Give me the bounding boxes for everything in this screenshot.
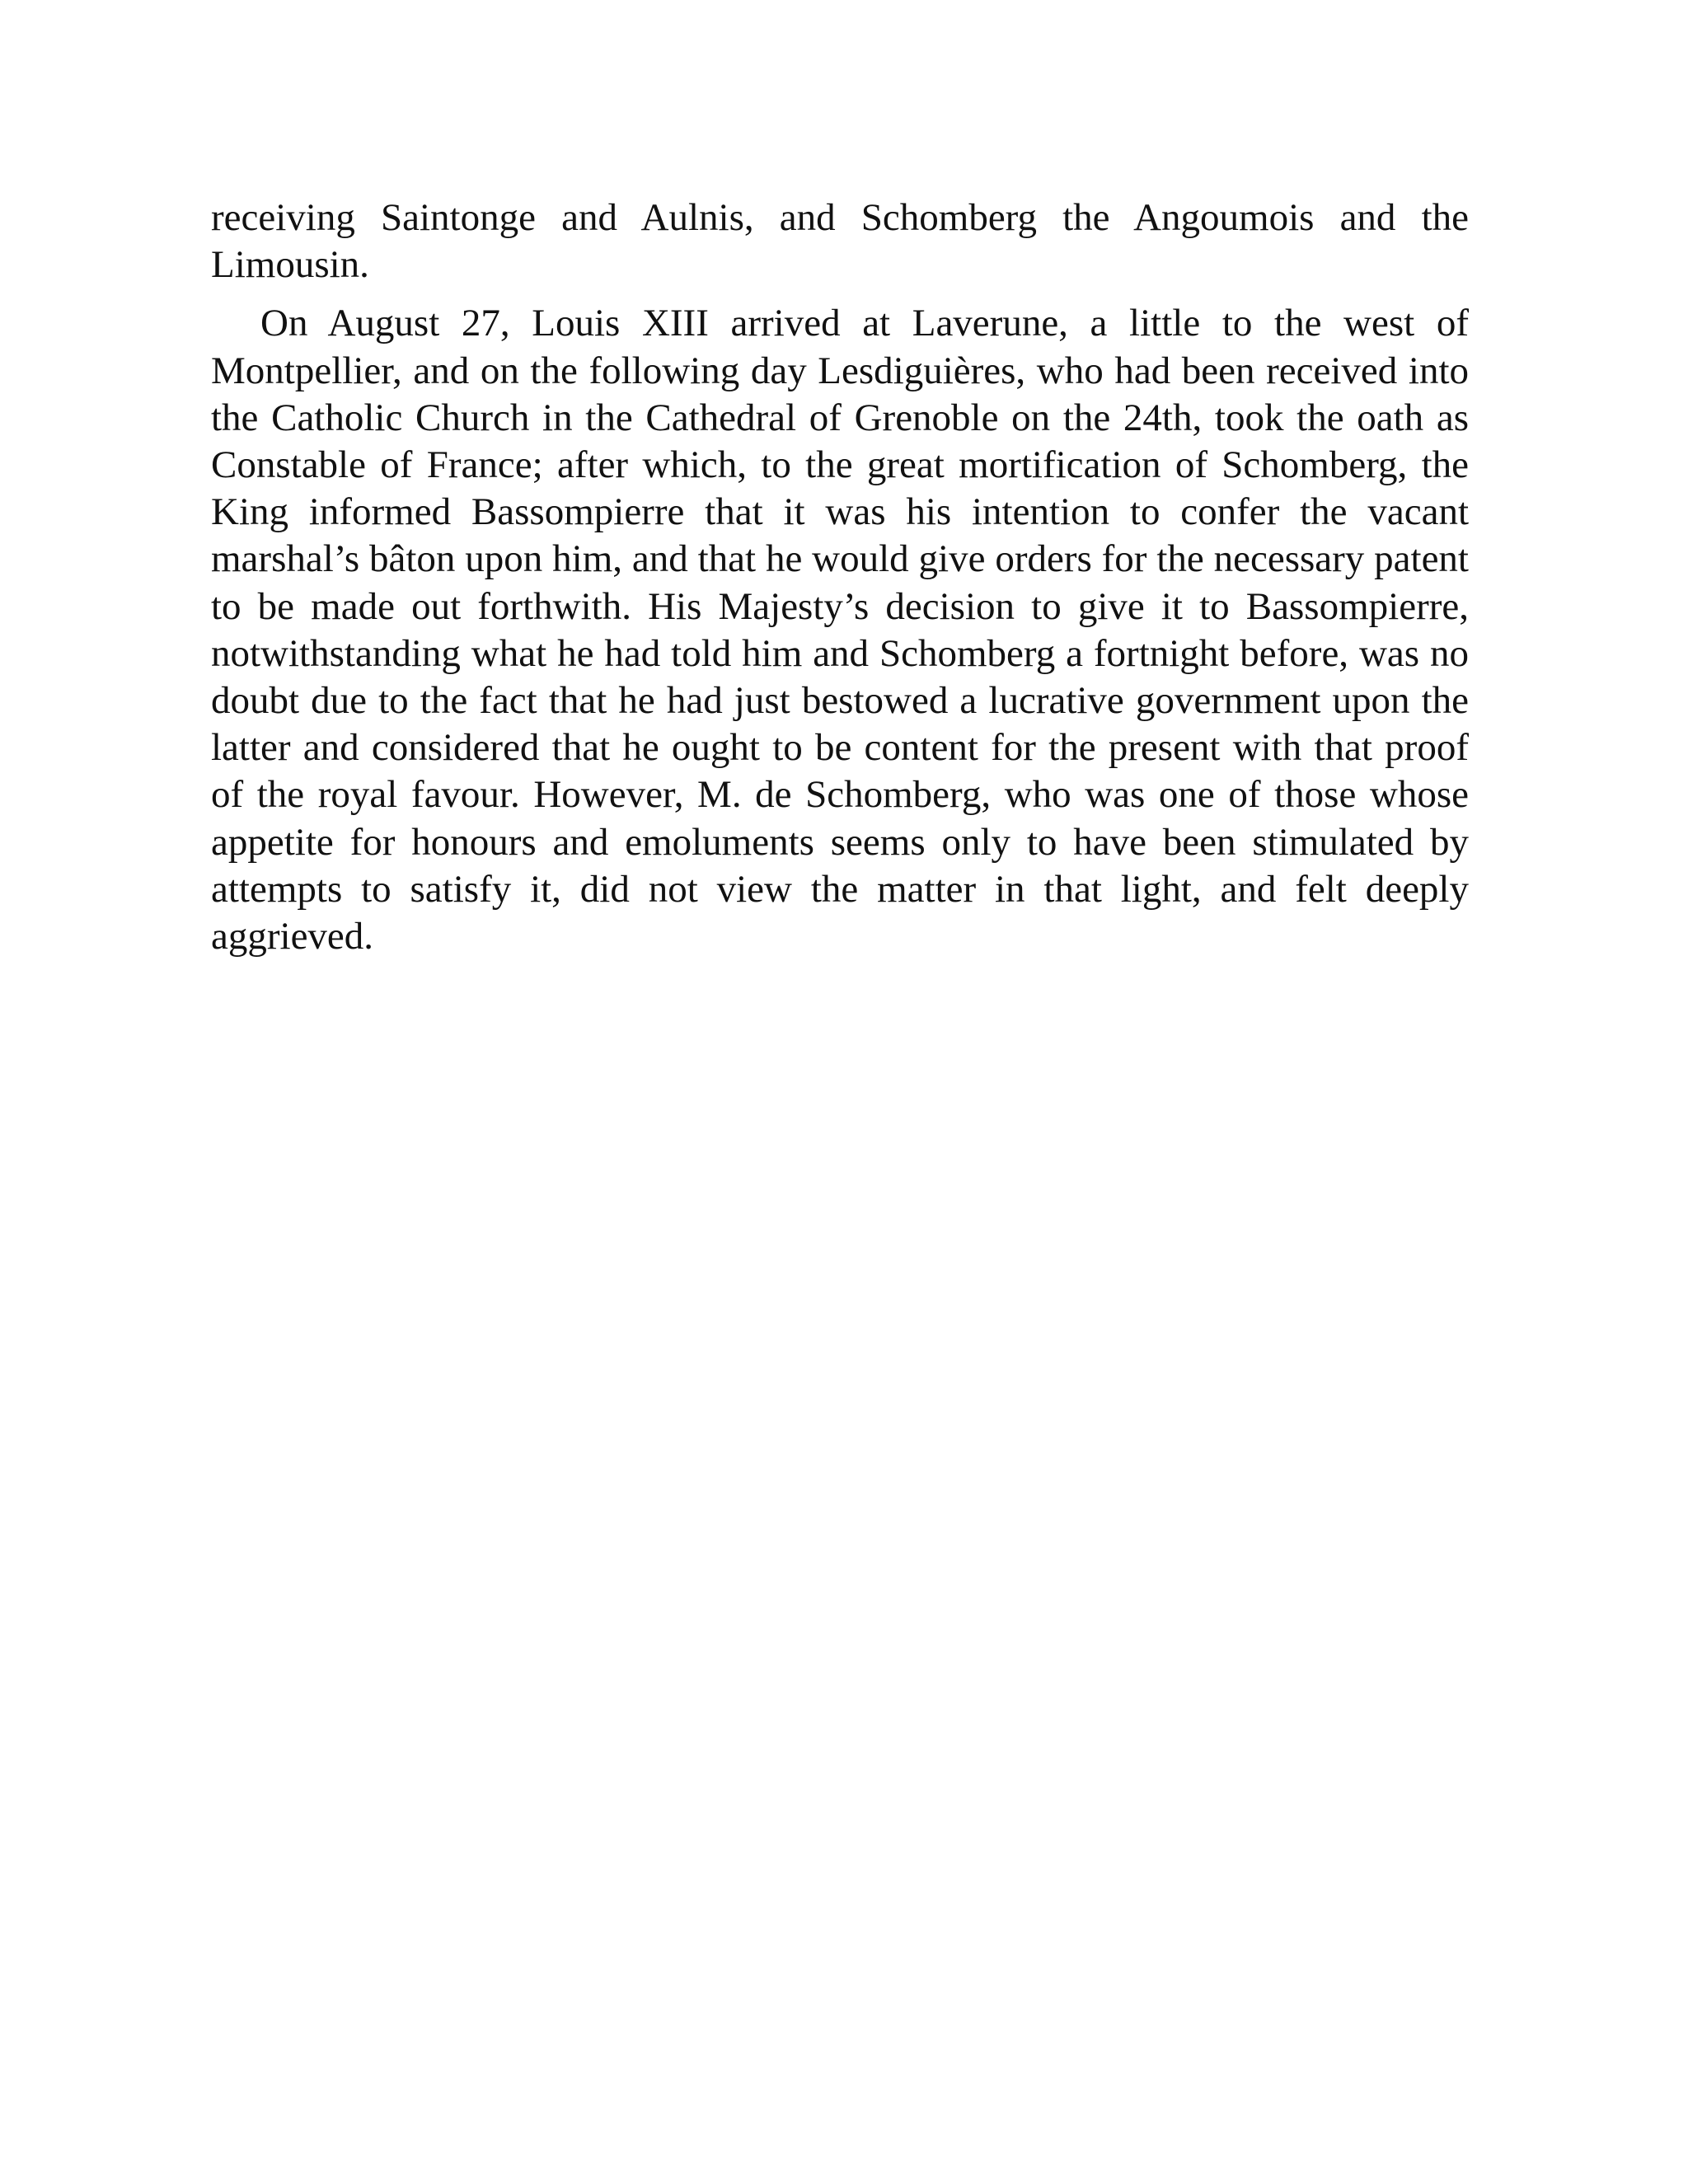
body-text (211, 194, 1469, 960)
paragraph-continuation: receiving Saintonge and Aulnis, and Schomberg the Angoumois and the Limousin. (211, 196, 1469, 287)
paragraph-main: On August 27, Louis XIII arrived at Laverune, a little to the west of Montpellier, and on the following day Lesdiguières, who had been received into the Catholic Church in the Cathedral of Grenoble on the 24th, took the oath as Constable of France; after which, to the great mortification of Schomberg, the King informed Bassompierre that it was his intention to confer the vacant marshal’s bâton upon him, and that he would give orders for the necessary patent to be made out forthwith. His Majesty’s decision to give it to Bassompierre, notwithstanding what he had told him and Schomberg a fortnight before, was no doubt due to the fact that he had just bestowed a lucrative government upon the latter and considered that he ought to be content for the present with that proof of the royal favour. However, M. de Schomberg, who was one of those whose appetite for honours and emoluments seems only to have been stimulated by attempts to satisfy it, did not view the matter in that light, and felt deeply aggrieved. (211, 302, 1469, 958)
